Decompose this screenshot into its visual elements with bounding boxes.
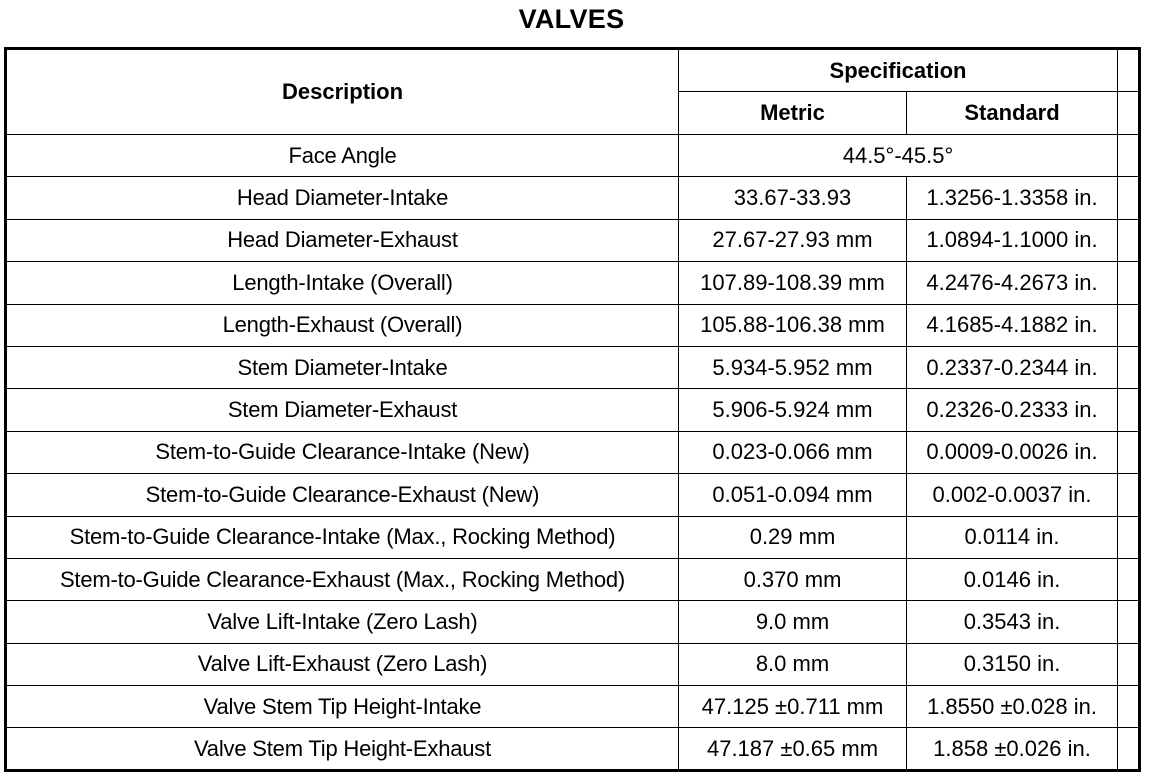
standard-cell: 0.0009-0.0026 in.	[907, 431, 1118, 473]
description-cell: Valve Lift-Intake (Zero Lash)	[6, 601, 679, 643]
header-row-top	[6, 49, 1140, 92]
description-cell: Valve Lift-Exhaust (Zero Lash)	[6, 643, 679, 685]
standard-cell: 0.2326-0.2333 in.	[907, 389, 1118, 431]
table-row	[6, 262, 1140, 304]
description-cell: Stem-to-Guide Clearance-Intake (Max., Rocking Method)	[6, 516, 679, 558]
standard-cell: 0.0146 in.	[907, 558, 1118, 600]
blank-cell	[1118, 516, 1140, 558]
metric-cell: 0.29 mm	[679, 516, 907, 558]
description-cell: Head Diameter-Exhaust	[6, 219, 679, 261]
description-cell: Face Angle	[6, 135, 679, 177]
standard-cell: 0.0114 in.	[907, 516, 1118, 558]
blank-cell	[1118, 49, 1140, 92]
combined-spec-cell: 44.5°-45.5°	[679, 135, 1118, 177]
column-header-description: Description	[6, 49, 679, 135]
standard-cell: 1.8550 ±0.028 in.	[907, 686, 1118, 728]
description-cell: Stem-to-Guide Clearance-Exhaust (New)	[6, 474, 679, 516]
table-row	[6, 728, 1140, 770]
blank-cell	[1118, 346, 1140, 388]
table-row	[6, 558, 1140, 600]
description-cell: Head Diameter-Intake	[6, 177, 679, 219]
blank-cell	[1118, 262, 1140, 304]
standard-cell: 4.2476-4.2673 in.	[907, 262, 1118, 304]
blank-cell	[1118, 643, 1140, 685]
table-row	[6, 304, 1140, 346]
table-row	[6, 474, 1140, 516]
metric-cell: 105.88-106.38 mm	[679, 304, 907, 346]
table-row	[6, 516, 1140, 558]
blank-cell	[1118, 474, 1140, 516]
description-cell: Length-Intake (Overall)	[6, 262, 679, 304]
blank-cell	[1118, 389, 1140, 431]
blank-cell	[1118, 92, 1140, 135]
standard-cell: 0.2337-0.2344 in.	[907, 346, 1118, 388]
standard-cell: 0.3543 in.	[907, 601, 1118, 643]
blank-cell	[1118, 558, 1140, 600]
blank-cell	[1118, 686, 1140, 728]
table-row	[6, 346, 1140, 388]
metric-cell: 33.67-33.93	[679, 177, 907, 219]
blank-cell	[1118, 219, 1140, 261]
table-row	[6, 601, 1140, 643]
table-row	[6, 686, 1140, 728]
metric-cell: 0.370 mm	[679, 558, 907, 600]
table-row	[6, 219, 1140, 261]
column-header-specification: Specification	[679, 49, 1118, 92]
metric-cell: 0.051-0.094 mm	[679, 474, 907, 516]
description-cell: Stem Diameter-Intake	[6, 346, 679, 388]
blank-cell	[1118, 135, 1140, 177]
valves-spec-table	[4, 47, 1141, 772]
standard-cell: 4.1685-4.1882 in.	[907, 304, 1118, 346]
table-row	[6, 135, 1140, 177]
description-cell: Length-Exhaust (Overall)	[6, 304, 679, 346]
column-header-standard: Standard	[907, 92, 1118, 135]
metric-cell: 107.89-108.39 mm	[679, 262, 907, 304]
description-cell: Valve Stem Tip Height-Exhaust	[6, 728, 679, 770]
table-row	[6, 389, 1140, 431]
blank-cell	[1118, 601, 1140, 643]
table-row	[6, 643, 1140, 685]
blank-cell	[1118, 431, 1140, 473]
description-cell: Stem Diameter-Exhaust	[6, 389, 679, 431]
metric-cell: 5.906-5.924 mm	[679, 389, 907, 431]
table-row	[6, 177, 1140, 219]
metric-cell: 9.0 mm	[679, 601, 907, 643]
metric-cell: 5.934-5.952 mm	[679, 346, 907, 388]
standard-cell: 0.002-0.0037 in.	[907, 474, 1118, 516]
page-title: VALVES	[518, 4, 625, 34]
table-row	[6, 431, 1140, 473]
metric-cell: 0.023-0.066 mm	[679, 431, 907, 473]
standard-cell: 1.3256-1.3358 in.	[907, 177, 1118, 219]
standard-cell: 0.3150 in.	[907, 643, 1118, 685]
standard-cell: 1.858 ±0.026 in.	[907, 728, 1118, 770]
blank-cell	[1118, 728, 1140, 770]
metric-cell: 8.0 mm	[679, 643, 907, 685]
metric-cell: 47.187 ±0.65 mm	[679, 728, 907, 770]
description-cell: Stem-to-Guide Clearance-Intake (New)	[6, 431, 679, 473]
description-cell: Valve Stem Tip Height-Intake	[6, 686, 679, 728]
description-cell: Stem-to-Guide Clearance-Exhaust (Max., Rocking Method)	[6, 558, 679, 600]
metric-cell: 47.125 ±0.711 mm	[679, 686, 907, 728]
column-header-metric: Metric	[679, 92, 907, 135]
metric-cell: 27.67-27.93 mm	[679, 219, 907, 261]
blank-cell	[1118, 304, 1140, 346]
standard-cell: 1.0894-1.1000 in.	[907, 219, 1118, 261]
blank-cell	[1118, 177, 1140, 219]
